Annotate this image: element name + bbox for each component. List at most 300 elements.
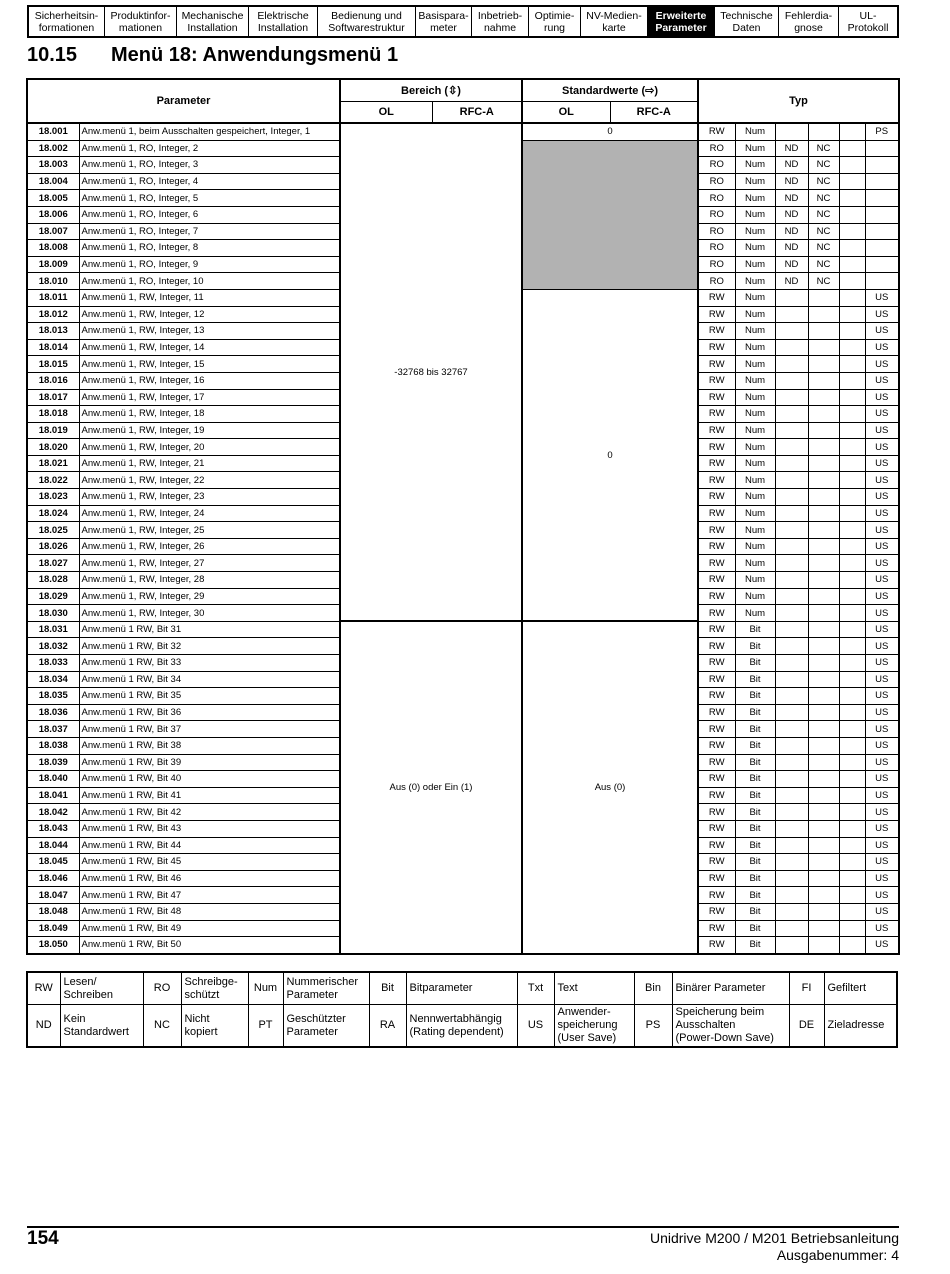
type-flag xyxy=(808,655,839,672)
type-flag: RW xyxy=(698,920,735,937)
type-flag: RW xyxy=(698,605,735,622)
type-flag: Num xyxy=(735,406,775,423)
type-flag: Num xyxy=(735,522,775,539)
type-flag xyxy=(808,605,839,622)
type-flag: US xyxy=(865,489,899,506)
type-flag: US xyxy=(865,572,899,589)
chapter-navigation xyxy=(27,5,899,38)
type-flag xyxy=(839,190,865,207)
type-flag: NC xyxy=(808,190,839,207)
legend-description: Kein Standardwert xyxy=(60,1005,143,1048)
type-flag: US xyxy=(865,406,899,423)
parameter-description: Anw.menü 1 RW, Bit 37 xyxy=(79,721,340,738)
type-flag xyxy=(808,538,839,555)
type-flag: US xyxy=(865,638,899,655)
type-flag xyxy=(808,804,839,821)
type-flag xyxy=(808,903,839,920)
type-flag xyxy=(808,422,839,439)
type-flag: US xyxy=(865,422,899,439)
parameter-description: Anw.menü 1, RW, Integer, 23 xyxy=(79,489,340,506)
nav-tab[interactable]: Inbetrieb- nahme xyxy=(472,7,529,36)
type-flag: RW xyxy=(698,555,735,572)
type-flag: Num xyxy=(735,256,775,273)
parameter-description: Anw.menü 1, RW, Integer, 24 xyxy=(79,505,340,522)
legend-description: Bitparameter xyxy=(406,972,517,1005)
parameter-id: 18.013 xyxy=(27,323,79,340)
type-flag xyxy=(839,439,865,456)
type-flag: Num xyxy=(735,389,775,406)
legend-key: FI xyxy=(789,972,824,1005)
legend-key: NC xyxy=(143,1005,181,1048)
type-flag: Num xyxy=(735,489,775,506)
type-flag: RW xyxy=(698,372,735,389)
type-flag: RW xyxy=(698,522,735,539)
issue-number: Ausgabenummer: 4 xyxy=(776,1247,899,1263)
type-flag xyxy=(775,123,808,140)
type-flag: US xyxy=(865,538,899,555)
type-flag xyxy=(808,854,839,871)
parameter-id: 18.011 xyxy=(27,289,79,306)
type-flag: RW xyxy=(698,937,735,954)
parameter-id: 18.042 xyxy=(27,804,79,821)
parameter-description: Anw.menü 1, beim Ausschalten gespeichert, Integer, 1 xyxy=(79,123,340,140)
type-flag: US xyxy=(865,937,899,954)
type-flag: US xyxy=(865,820,899,837)
legend-description: Anwender- speicherung (User Save) xyxy=(554,1005,634,1048)
parameter-description: Anw.menü 1 RW, Bit 45 xyxy=(79,854,340,871)
parameter-description: Anw.menü 1 RW, Bit 39 xyxy=(79,754,340,771)
header-defaults: Standardwerte (⇨) xyxy=(522,79,698,101)
type-flag: US xyxy=(865,671,899,688)
type-flag: RW xyxy=(698,455,735,472)
parameter-id: 18.009 xyxy=(27,256,79,273)
default-ps: 0 xyxy=(522,123,698,140)
parameter-description: Anw.menü 1, RO, Integer, 3 xyxy=(79,157,340,174)
parameter-id: 18.046 xyxy=(27,870,79,887)
nav-tab[interactable]: Erweiterte Parameter xyxy=(648,7,715,36)
type-flag: RW xyxy=(698,854,735,871)
type-flag: US xyxy=(865,372,899,389)
nav-tab[interactable]: Produktinfor- mationen xyxy=(105,7,177,36)
type-flag xyxy=(808,704,839,721)
nav-tab[interactable]: Bedienung und Softwarestruktur xyxy=(318,7,416,36)
type-flag: Num xyxy=(735,472,775,489)
parameter-id: 18.005 xyxy=(27,190,79,207)
parameter-id: 18.018 xyxy=(27,406,79,423)
type-flag: RW xyxy=(698,472,735,489)
type-flag xyxy=(775,903,808,920)
parameter-id: 18.017 xyxy=(27,389,79,406)
parameter-id: 18.037 xyxy=(27,721,79,738)
legend-key: RW xyxy=(27,972,60,1005)
type-flag: Num xyxy=(735,306,775,323)
legend-key: DE xyxy=(789,1005,824,1048)
parameter-id: 18.015 xyxy=(27,356,79,373)
nav-tab[interactable]: NV-Medien- karte xyxy=(581,7,648,36)
section-number: 10.15 xyxy=(27,44,78,66)
type-flag: ND xyxy=(775,173,808,190)
parameter-description: Anw.menü 1 RW, Bit 41 xyxy=(79,787,340,804)
type-flag xyxy=(808,787,839,804)
type-flag: RW xyxy=(698,572,735,589)
type-flag: RW xyxy=(698,837,735,854)
type-flag xyxy=(839,937,865,954)
parameter-id: 18.012 xyxy=(27,306,79,323)
type-flag: US xyxy=(865,455,899,472)
type-flag xyxy=(775,406,808,423)
type-flag: RW xyxy=(698,887,735,904)
type-flag xyxy=(808,555,839,572)
type-flag xyxy=(808,688,839,705)
type-flag xyxy=(839,854,865,871)
type-flag: RW xyxy=(698,306,735,323)
parameter-id: 18.020 xyxy=(27,439,79,456)
type-flag xyxy=(839,372,865,389)
type-flag: Num xyxy=(735,157,775,174)
type-flag: US xyxy=(865,721,899,738)
type-flag: US xyxy=(865,389,899,406)
type-flag xyxy=(808,721,839,738)
nav-tab[interactable]: Technische Daten xyxy=(715,7,779,36)
type-flag xyxy=(808,920,839,937)
type-flag: NC xyxy=(808,173,839,190)
type-flag: ND xyxy=(775,256,808,273)
parameter-id: 18.003 xyxy=(27,157,79,174)
type-flag: NC xyxy=(808,206,839,223)
type-flag xyxy=(775,372,808,389)
type-flag: US xyxy=(865,439,899,456)
parameter-description: Anw.menü 1 RW, Bit 38 xyxy=(79,737,340,754)
parameter-description: Anw.menü 1 RW, Bit 33 xyxy=(79,655,340,672)
legend-description: Speicherung beim Ausschalten (Power-Down Save) xyxy=(672,1005,789,1048)
parameter-description: Anw.menü 1 RW, Bit 31 xyxy=(79,621,340,638)
parameter-id: 18.030 xyxy=(27,605,79,622)
type-flag: NC xyxy=(808,256,839,273)
parameter-description: Anw.menü 1, RW, Integer, 25 xyxy=(79,522,340,539)
parameter-id: 18.040 xyxy=(27,771,79,788)
type-flag xyxy=(839,406,865,423)
type-flag xyxy=(775,870,808,887)
type-flag xyxy=(775,688,808,705)
type-flag: Bit xyxy=(735,638,775,655)
type-flag: Num xyxy=(735,455,775,472)
type-flag xyxy=(839,273,865,290)
type-flag xyxy=(865,223,899,240)
type-flag: US xyxy=(865,854,899,871)
type-flag xyxy=(839,572,865,589)
type-flag xyxy=(839,323,865,340)
type-flag xyxy=(808,389,839,406)
type-flag xyxy=(839,489,865,506)
nav-tab[interactable]: UL- Protokoll xyxy=(847,9,889,34)
type-flag: Num xyxy=(735,123,775,140)
parameter-id: 18.050 xyxy=(27,937,79,954)
legend-table xyxy=(26,971,898,1048)
parameter-id: 18.033 xyxy=(27,655,79,672)
parameter-id: 18.045 xyxy=(27,854,79,871)
type-flag xyxy=(808,837,839,854)
type-flag: RW xyxy=(698,538,735,555)
type-flag: RW xyxy=(698,621,735,638)
type-flag xyxy=(839,688,865,705)
type-flag: RW xyxy=(698,804,735,821)
nav-tab[interactable]: Basispara- meter xyxy=(416,7,472,36)
parameter-id: 18.036 xyxy=(27,704,79,721)
parameter-id: 18.044 xyxy=(27,837,79,854)
type-flag: Num xyxy=(735,190,775,207)
type-flag: Bit xyxy=(735,870,775,887)
type-flag xyxy=(839,356,865,373)
type-flag: RW xyxy=(698,655,735,672)
type-flag xyxy=(839,538,865,555)
type-flag xyxy=(775,820,808,837)
type-flag xyxy=(865,173,899,190)
type-flag: Bit xyxy=(735,887,775,904)
legend-description: Binärer Parameter xyxy=(672,972,789,1005)
parameter-description: Anw.menü 1 RW, Bit 42 xyxy=(79,804,340,821)
table-row xyxy=(27,123,899,140)
type-flag: PS xyxy=(865,123,899,140)
type-flag xyxy=(839,339,865,356)
type-flag xyxy=(775,704,808,721)
type-flag xyxy=(808,489,839,506)
parameter-id: 18.024 xyxy=(27,505,79,522)
type-flag: RW xyxy=(698,356,735,373)
type-flag: US xyxy=(865,306,899,323)
type-flag xyxy=(839,837,865,854)
parameter-description: Anw.menü 1, RW, Integer, 17 xyxy=(79,389,340,406)
type-flag xyxy=(839,206,865,223)
type-flag: Num xyxy=(735,140,775,157)
type-flag: Bit xyxy=(735,671,775,688)
type-flag: US xyxy=(865,323,899,340)
type-flag: US xyxy=(865,555,899,572)
type-flag xyxy=(839,173,865,190)
type-flag: RW xyxy=(698,771,735,788)
type-flag: RW xyxy=(698,820,735,837)
type-flag xyxy=(839,140,865,157)
type-flag xyxy=(775,289,808,306)
parameter-description: Anw.menü 1, RW, Integer, 29 xyxy=(79,588,340,605)
type-flag xyxy=(808,505,839,522)
type-flag xyxy=(839,306,865,323)
type-flag xyxy=(775,572,808,589)
type-flag: Num xyxy=(735,588,775,605)
parameter-id: 18.048 xyxy=(27,903,79,920)
nav-tab[interactable]: Elektrische Installation xyxy=(249,7,318,36)
type-flag: RO xyxy=(698,190,735,207)
type-flag xyxy=(839,223,865,240)
type-flag xyxy=(839,157,865,174)
parameter-description: Anw.menü 1, RO, Integer, 5 xyxy=(79,190,340,207)
type-flag: US xyxy=(865,605,899,622)
parameter-id: 18.041 xyxy=(27,787,79,804)
type-flag: Bit xyxy=(735,688,775,705)
type-flag: US xyxy=(865,655,899,672)
type-flag: Num xyxy=(735,173,775,190)
type-flag xyxy=(775,638,808,655)
header-type: Typ xyxy=(698,79,899,123)
legend-description: Text xyxy=(554,972,634,1005)
header-range-ol: OL xyxy=(340,101,432,123)
type-flag: Bit xyxy=(735,804,775,821)
type-flag xyxy=(775,472,808,489)
type-flag: US xyxy=(865,289,899,306)
type-flag: NC xyxy=(808,157,839,174)
type-flag: RW xyxy=(698,638,735,655)
parameter-description: Anw.menü 1 RW, Bit 46 xyxy=(79,870,340,887)
type-flag: Num xyxy=(735,356,775,373)
type-flag: RW xyxy=(698,489,735,506)
parameter-id: 18.039 xyxy=(27,754,79,771)
type-flag xyxy=(808,754,839,771)
type-flag: RW xyxy=(698,123,735,140)
page-number: 154 xyxy=(27,1228,59,1249)
type-flag: Bit xyxy=(735,837,775,854)
parameter-id: 18.038 xyxy=(27,737,79,754)
type-flag xyxy=(839,588,865,605)
type-flag: RW xyxy=(698,721,735,738)
type-flag xyxy=(775,306,808,323)
parameter-description: Anw.menü 1, RW, Integer, 30 xyxy=(79,605,340,622)
type-flag xyxy=(839,870,865,887)
type-flag xyxy=(808,455,839,472)
parameter-id: 18.026 xyxy=(27,538,79,555)
type-flag: Bit xyxy=(735,621,775,638)
legend-key: PT xyxy=(248,1005,283,1048)
default-none xyxy=(522,140,698,289)
type-flag xyxy=(775,837,808,854)
type-flag: RO xyxy=(698,223,735,240)
type-flag: US xyxy=(865,771,899,788)
type-flag: Num xyxy=(735,572,775,589)
legend-description: Gefiltert xyxy=(824,972,897,1005)
type-flag xyxy=(775,605,808,622)
type-flag: US xyxy=(865,704,899,721)
type-flag xyxy=(775,522,808,539)
parameter-id: 18.049 xyxy=(27,920,79,937)
type-flag xyxy=(775,920,808,937)
nav-tab[interactable]: Sicherheitsin- formationen xyxy=(29,7,105,36)
type-flag xyxy=(808,937,839,954)
type-flag xyxy=(775,621,808,638)
type-flag: ND xyxy=(775,190,808,207)
parameter-description: Anw.menü 1, RW, Integer, 20 xyxy=(79,439,340,456)
type-flag xyxy=(839,605,865,622)
parameter-id: 18.043 xyxy=(27,820,79,837)
type-flag: RW xyxy=(698,323,735,340)
legend-description: Nennwertabhängig (Rating dependent) xyxy=(406,1005,517,1048)
parameter-id: 18.025 xyxy=(27,522,79,539)
type-flag xyxy=(865,190,899,207)
parameter-description: Anw.menü 1 RW, Bit 47 xyxy=(79,887,340,904)
parameter-description: Anw.menü 1, RW, Integer, 22 xyxy=(79,472,340,489)
type-flag: ND xyxy=(775,157,808,174)
type-flag xyxy=(839,820,865,837)
type-flag xyxy=(839,787,865,804)
type-flag: NC xyxy=(808,240,839,257)
type-flag: RO xyxy=(698,240,735,257)
legend-key: Bit xyxy=(369,972,406,1005)
nav-tab[interactable]: Optimie- rung xyxy=(529,7,581,36)
type-flag xyxy=(839,522,865,539)
legend-description: Schreibge- schützt xyxy=(181,972,248,1005)
type-flag xyxy=(808,406,839,423)
legend-key: PS xyxy=(634,1005,672,1048)
parameter-description: Anw.menü 1, RO, Integer, 10 xyxy=(79,273,340,290)
parameter-id: 18.001 xyxy=(27,123,79,140)
type-flag: US xyxy=(865,621,899,638)
parameter-id: 18.004 xyxy=(27,173,79,190)
footer-rule xyxy=(27,1226,899,1228)
range-integer: -32768 bis 32767 xyxy=(340,123,522,621)
type-flag: RO xyxy=(698,273,735,290)
type-flag: Bit xyxy=(735,937,775,954)
type-flag: US xyxy=(865,920,899,937)
nav-tab[interactable]: Mechanische Installation xyxy=(177,7,249,36)
type-flag xyxy=(808,737,839,754)
type-flag xyxy=(808,306,839,323)
type-flag xyxy=(839,422,865,439)
type-flag xyxy=(775,505,808,522)
type-flag xyxy=(808,870,839,887)
type-flag: Bit xyxy=(735,721,775,738)
parameter-id: 18.023 xyxy=(27,489,79,506)
type-flag xyxy=(775,754,808,771)
type-flag xyxy=(839,389,865,406)
type-flag xyxy=(865,256,899,273)
type-flag: RW xyxy=(698,389,735,406)
type-flag: US xyxy=(865,804,899,821)
type-flag xyxy=(839,123,865,140)
type-flag xyxy=(808,439,839,456)
type-flag xyxy=(839,621,865,638)
legend-key: RA xyxy=(369,1005,406,1048)
parameter-description: Anw.menü 1, RO, Integer, 7 xyxy=(79,223,340,240)
parameter-id: 18.016 xyxy=(27,372,79,389)
parameter-id: 18.031 xyxy=(27,621,79,638)
type-flag: US xyxy=(865,837,899,854)
type-flag xyxy=(775,655,808,672)
type-flag xyxy=(839,804,865,821)
table-row xyxy=(27,621,899,638)
manual-info xyxy=(650,1230,899,1264)
parameter-description: Anw.menü 1 RW, Bit 49 xyxy=(79,920,340,937)
parameter-description: Anw.menü 1, RW, Integer, 27 xyxy=(79,555,340,572)
nav-tab[interactable]: Fehlerdia- gnose xyxy=(779,7,839,36)
type-flag: RW xyxy=(698,787,735,804)
parameter-id: 18.007 xyxy=(27,223,79,240)
parameter-id: 18.047 xyxy=(27,887,79,904)
parameter-description: Anw.menü 1, RO, Integer, 9 xyxy=(79,256,340,273)
type-flag xyxy=(808,771,839,788)
type-flag xyxy=(775,389,808,406)
type-flag xyxy=(808,572,839,589)
type-flag: Num xyxy=(735,206,775,223)
parameter-description: Anw.menü 1, RW, Integer, 16 xyxy=(79,372,340,389)
parameter-description: Anw.menü 1 RW, Bit 44 xyxy=(79,837,340,854)
parameter-description: Anw.menü 1, RO, Integer, 6 xyxy=(79,206,340,223)
type-flag xyxy=(839,638,865,655)
type-flag xyxy=(865,206,899,223)
type-flag xyxy=(839,887,865,904)
type-flag: RW xyxy=(698,406,735,423)
type-flag xyxy=(839,505,865,522)
parameter-id: 18.022 xyxy=(27,472,79,489)
header-range-rfca: RFC-A xyxy=(432,101,522,123)
type-flag: Bit xyxy=(735,771,775,788)
parameter-description: Anw.menü 1, RW, Integer, 26 xyxy=(79,538,340,555)
